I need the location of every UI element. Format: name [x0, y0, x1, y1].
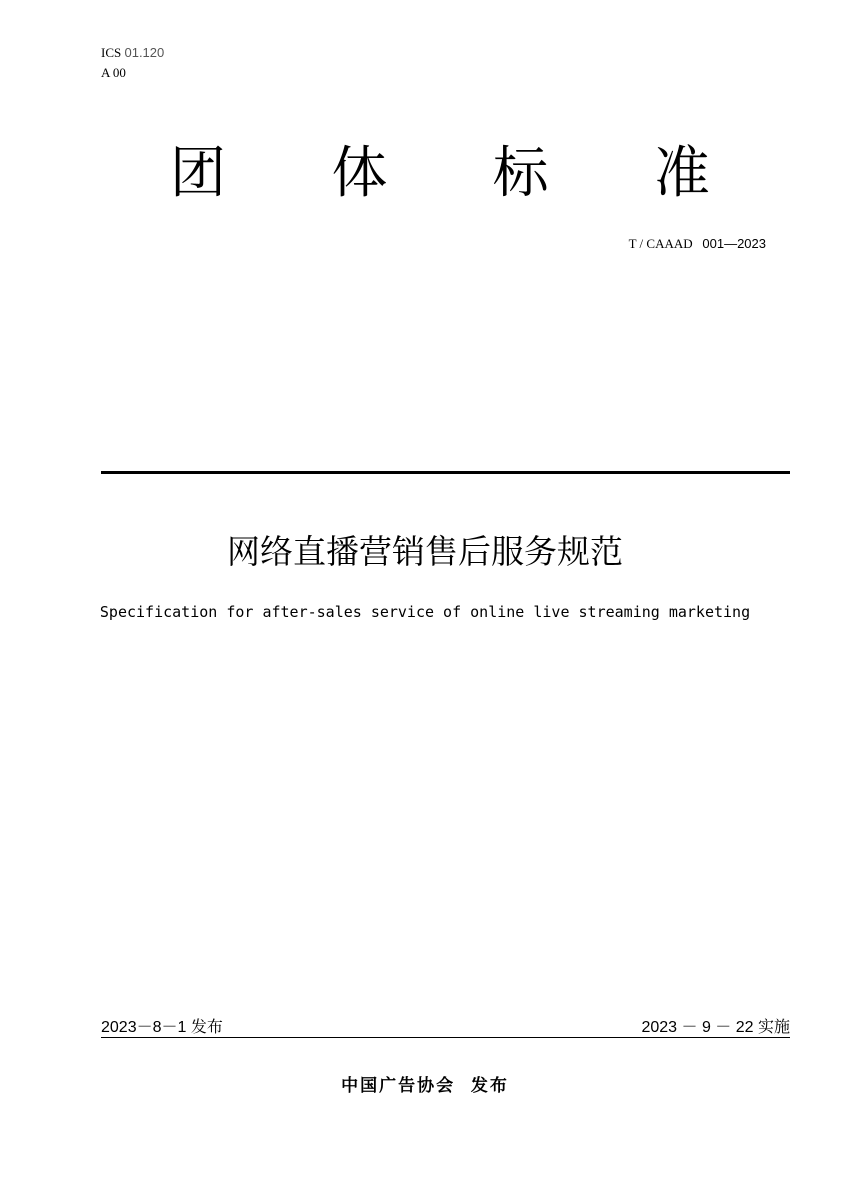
- implementation-date: 2023 － 9 － 22 实施: [641, 1019, 790, 1036]
- standard-number: [629, 235, 766, 253]
- title-divider: [101, 471, 790, 474]
- title-char-3: 标: [492, 141, 549, 206]
- standard-number-prefix: T / CAAAD: [628, 236, 693, 251]
- ics-label: ICS: [101, 45, 122, 60]
- publisher: 中国广告协会 发布: [341, 1076, 509, 1096]
- classification-code: A 00: [101, 65, 126, 80]
- title-char-1: 团: [170, 141, 226, 206]
- ics-code: [101, 44, 164, 62]
- publish-date: 2023－8－1 发布: [101, 1019, 223, 1036]
- title-char-2: 体: [331, 141, 388, 206]
- date-underline: [101, 1037, 790, 1038]
- ics-number: 01.120: [124, 45, 165, 60]
- document-title-en: Specification for after-sales service of online live streaming marketing: [99, 603, 751, 621]
- standard-type-title: [170, 134, 710, 214]
- title-char-4: 准: [653, 141, 710, 206]
- standard-number-value: 001—2023: [702, 236, 766, 251]
- document-title-cn: 网络直播营销售后服务规范: [227, 532, 623, 571]
